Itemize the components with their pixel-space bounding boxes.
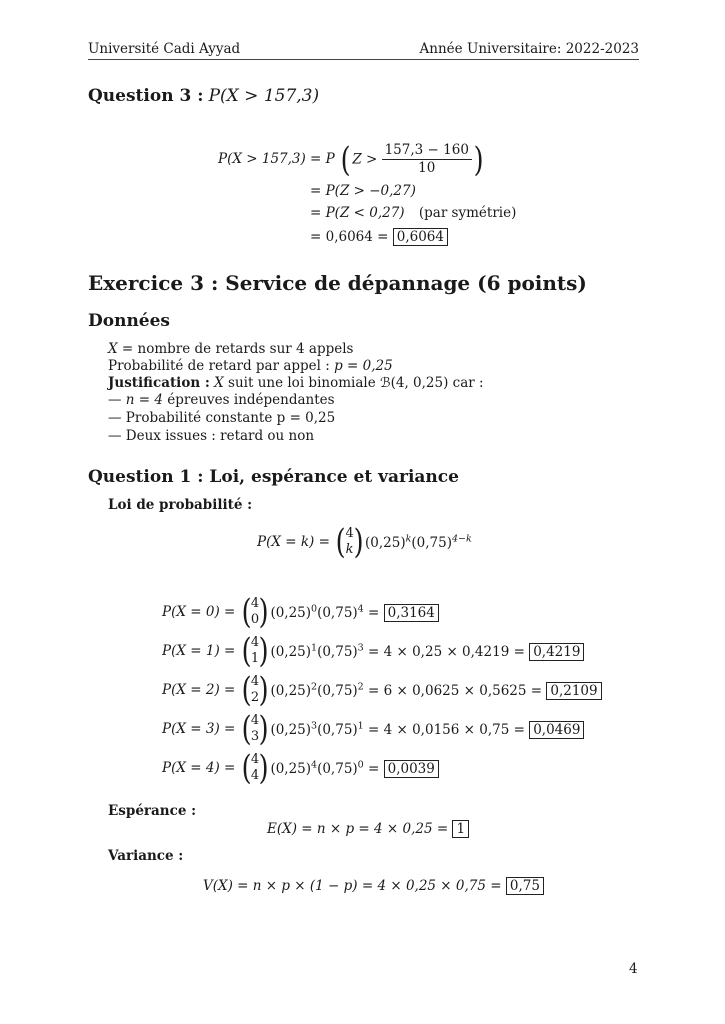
q3-lhs: P(X > 157,3) = P — [218, 151, 335, 167]
bullet-dash: — — [108, 410, 122, 426]
q3-line4-math: = 0,6064 = — [310, 229, 389, 245]
header-academic-year: Année Universitaire: 2022-2023 — [419, 41, 639, 57]
donnees-var-x: X — [108, 341, 118, 357]
right-paren: ) — [353, 522, 364, 562]
q3-line3-math: = P(Z < 0,27) — [310, 205, 405, 221]
question-3-title-math: P(X > 157,3) — [208, 86, 320, 106]
pmf-row — [162, 670, 602, 710]
question-3-heading — [88, 86, 319, 106]
header-rule — [88, 59, 639, 60]
pmf-row-lhs: P(X = 4) = — [162, 760, 236, 776]
left-paren: ( — [241, 709, 252, 749]
general-pmf-lhs: P(X = k) = — [257, 534, 330, 550]
page-number: 4 — [629, 961, 638, 977]
bullet-item — [108, 427, 314, 445]
binomial-coefficient: 4 k — [345, 526, 354, 557]
bullet-math: n = 4 — [125, 392, 163, 408]
pmf-row — [162, 748, 439, 788]
pmf-row-lhs: P(X = 2) = — [162, 682, 236, 698]
binomial-coefficient: 4 2 — [250, 674, 260, 705]
justification-text: suit une loi binomiale ℬ(4, 0,25) car : — [223, 375, 484, 391]
donnees-title: Données — [88, 311, 171, 331]
q3-fraction-numerator: 157,3 − 160 — [382, 142, 472, 160]
loi-label: Loi de probabilité : — [108, 497, 253, 513]
general-pmf-rhs: $(0,25)^k(0,75)^{4-k}$ — [365, 533, 472, 551]
pmf-row — [162, 709, 584, 749]
pmf-result-box: 0,0469 — [529, 721, 584, 739]
pmf-result-box: 0,2109 — [546, 682, 601, 700]
donnees-line-2 — [108, 357, 393, 375]
binomial-coefficient: 4 0 — [250, 596, 260, 627]
pmf-row — [162, 592, 439, 632]
q3-line3-note: (par symétrie) — [418, 205, 517, 221]
bullet-item — [108, 409, 335, 427]
q3-fraction — [382, 142, 472, 177]
pmf-result-box: 0,3164 — [384, 604, 439, 622]
donnees-line-2-math: p = 0,25 — [334, 358, 393, 374]
pmf-row-rhs: $(0,25)^1(0,75)^3 = 4 \times 0,25 \times 0,4219 = 0,4219$ — [270, 644, 584, 660]
esperance-result-box: 1 — [452, 820, 469, 838]
variance-result-box: 0,75 — [506, 877, 544, 895]
pmf-row-rhs: $(0,25)^0(0,75)^4 = 0,3164$ — [270, 605, 438, 621]
right-paren: ) — [258, 748, 269, 788]
left-paren: ( — [335, 522, 346, 562]
bullet-text: épreuves indépendantes — [162, 392, 335, 408]
pmf-result-box: 0,0039 — [384, 760, 439, 778]
right-paren: ) — [258, 631, 269, 671]
variance-label: Variance : — [108, 848, 184, 864]
general-pmf — [257, 522, 472, 562]
bullet-dash: — — [108, 428, 122, 444]
exercice-3-title: Exercice 3 : Service de dépannage (6 points) — [88, 271, 587, 295]
donnees-line-1 — [108, 340, 354, 358]
right-paren: ) — [258, 670, 269, 710]
q3-result-box: 0,6064 — [393, 228, 448, 246]
bullet-dash: — — [108, 392, 122, 408]
justification-var-x: X — [214, 375, 224, 391]
pmf-row-rhs: $(0,25)^3(0,75)^1 = 4 \times 0,0156 \times 0,75 = 0,0469$ — [270, 722, 584, 738]
variance-formula: V(X) = n × p × (1 − p) = 4 × 0,25 × 0,75 = — [203, 878, 502, 894]
header-university: Université Cadi Ayyad — [88, 41, 241, 57]
q3-z-gt: Z > — [352, 151, 378, 168]
pmf-row-rhs: $(0,25)^2(0,75)^2 = 6 \times 0,0625 \times 0,5625 = 0,2109$ — [270, 683, 601, 699]
left-paren: ( — [241, 670, 252, 710]
pmf-result-box: 0,4219 — [529, 643, 584, 661]
esperance-equation — [267, 821, 469, 837]
binomial-coefficient: 4 3 — [250, 713, 260, 744]
question-1-title: Question 1 : Loi, espérance et variance — [88, 467, 459, 487]
q3-equation-line-3 — [310, 205, 516, 221]
binomial-coefficient: 4 1 — [250, 635, 260, 666]
donnees-line-2-text: Probabilité de retard par appel : — [108, 358, 335, 374]
q3-equation-line-4 — [310, 229, 448, 245]
donnees-line-1-text: = nombre de retards sur 4 appels — [117, 341, 354, 357]
esperance-label: Espérance : — [108, 803, 197, 819]
variance-equation — [203, 878, 544, 894]
right-paren: ) — [258, 709, 269, 749]
pmf-row-rhs: $(0,25)^4(0,75)^0 = 0,0039$ — [270, 761, 438, 777]
bullet-text: Deux issues : retard ou non — [125, 428, 315, 444]
q3-equation-line-2: = P(Z > −0,27) — [310, 183, 416, 199]
pmf-row-lhs: P(X = 0) = — [162, 604, 236, 620]
q3-fraction-denominator: 10 — [418, 160, 436, 176]
pmf-row — [162, 631, 584, 671]
left-paren: ( — [340, 139, 351, 180]
right-paren: ) — [473, 139, 484, 180]
left-paren: ( — [241, 592, 252, 632]
bullet-text: Probabilité constante p = 0,25 — [125, 410, 336, 426]
pmf-row-lhs: P(X = 1) = — [162, 643, 236, 659]
q3-equation-line-1 — [218, 139, 485, 180]
esperance-formula: E(X) = n × p = 4 × 0,25 = — [267, 821, 449, 837]
question-3-title: Question 3 : — [88, 86, 204, 106]
left-paren: ( — [241, 748, 252, 788]
binomial-coefficient: 4 4 — [250, 752, 260, 783]
right-paren: ) — [258, 592, 269, 632]
left-paren: ( — [241, 631, 252, 671]
justification-label: Justification : — [108, 375, 210, 391]
pmf-row-lhs: P(X = 3) = — [162, 721, 236, 737]
donnees-line-3 — [108, 374, 484, 392]
bullet-item — [108, 391, 335, 409]
